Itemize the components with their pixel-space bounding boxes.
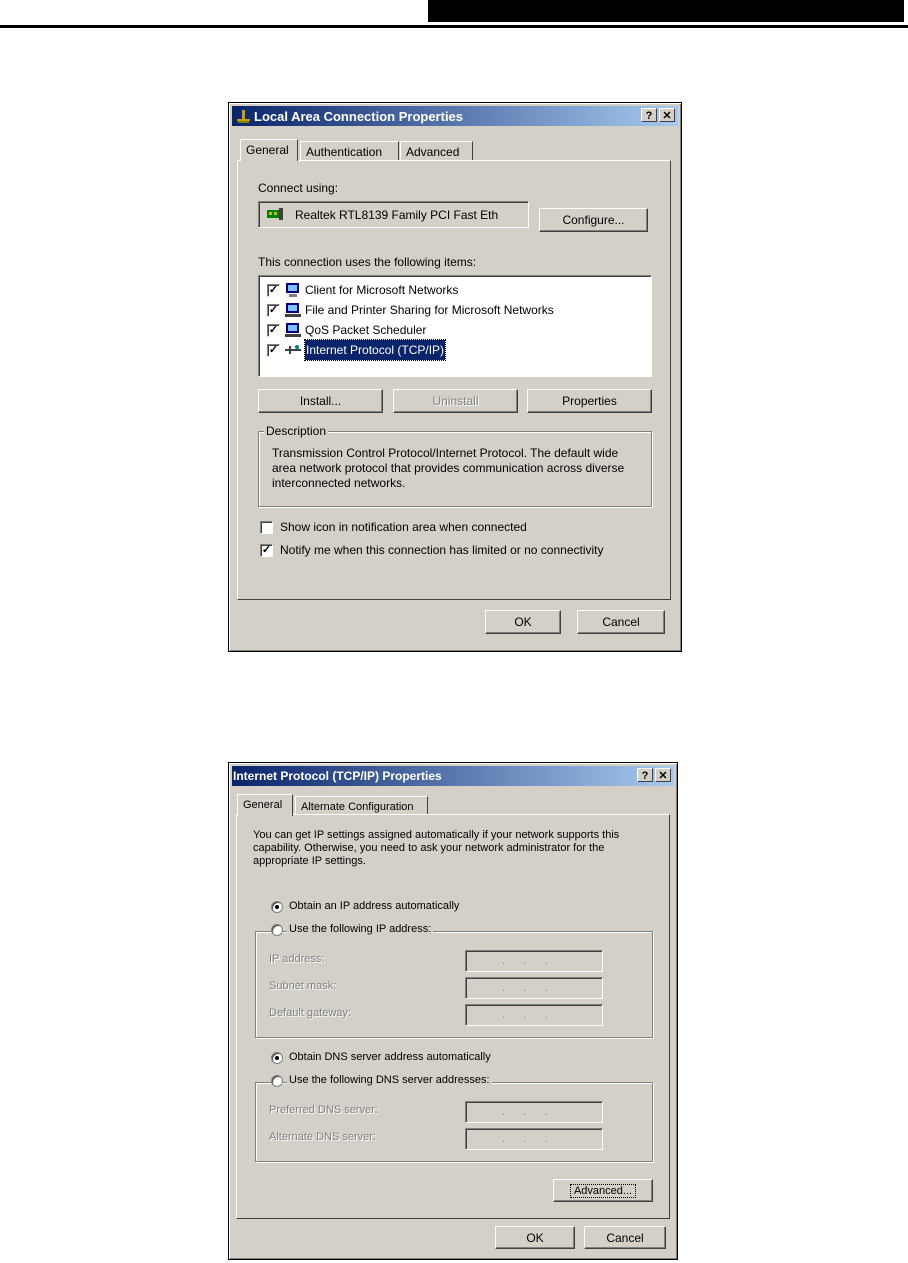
tab-advanced[interactable]: Advanced <box>400 141 473 161</box>
subnet-mask-field[interactable] <box>465 977 603 999</box>
adapter-name: Realtek RTL8139 Family PCI Fast Eth <box>295 208 499 222</box>
item-checkbox[interactable]: ✓ <box>268 344 279 356</box>
obtain-ip-label[interactable]: Obtain an IP address automatically <box>289 900 460 912</box>
ok-button[interactable] <box>495 1226 575 1249</box>
connect-using-label: Connect using: <box>258 181 339 195</box>
item-checkbox[interactable]: ✓ <box>268 304 279 316</box>
properties-button[interactable] <box>527 389 652 413</box>
advanced-button[interactable] <box>553 1179 653 1202</box>
use-dns-label[interactable]: Use the following DNS server addresses: <box>289 1074 490 1086</box>
tcpip-properties-dialog <box>228 762 678 1260</box>
default-gateway-label: Default gateway: <box>269 1007 351 1019</box>
uninstall-button[interactable] <box>393 389 518 413</box>
items-label: This connection uses the following items: <box>258 255 477 269</box>
tab-general[interactable]: General <box>237 794 293 816</box>
ip-address-field[interactable] <box>465 950 603 972</box>
qos-scheduler-icon <box>285 322 301 338</box>
obtain-dns-label[interactable]: Obtain DNS server address automatically <box>289 1051 491 1063</box>
description-text: Transmission Control Protocol/Internet Protocol. The default wide area network protocol that provides communication across diverse interconnected networks. <box>272 446 625 490</box>
properties-button-label: Properties <box>562 394 617 408</box>
title-bar[interactable] <box>232 106 678 126</box>
intro-text: You can get IP settings assigned automatically if your network supports this capability. Otherwise, you need to ask your network administrator for the appropriate IP settings. <box>253 829 620 867</box>
item-label: Internet Protocol (TCP/IP) <box>305 340 445 360</box>
ip-address-dots: . . . <box>502 955 548 967</box>
obtain-dns-radio[interactable] <box>271 1052 283 1064</box>
preferred-dns-field[interactable] <box>465 1101 603 1123</box>
items-list[interactable] <box>258 275 652 377</box>
item-label: File and Printer Sharing for Microsoft Networks <box>305 303 554 317</box>
cancel-button-label: Cancel <box>606 1231 644 1245</box>
alternate-dns-dots: . . . <box>502 1133 548 1145</box>
network-connection-icon <box>236 109 251 123</box>
alternate-dns-field[interactable] <box>465 1128 603 1150</box>
uninstall-button-label: Uninstall <box>432 394 479 408</box>
use-dns-radio[interactable] <box>271 1075 283 1087</box>
tab-general[interactable]: General <box>240 139 298 161</box>
ok-button-label: OK <box>514 615 532 629</box>
description-label: Description <box>266 424 327 438</box>
cancel-button-label: Cancel <box>602 615 640 629</box>
general-panel <box>236 814 670 1219</box>
adapter-field <box>258 201 529 228</box>
general-panel <box>237 160 671 600</box>
network-adapter-icon <box>267 208 285 220</box>
default-gateway-field[interactable] <box>465 1004 603 1026</box>
use-ip-label[interactable]: Use the following IP address: <box>289 923 432 935</box>
protocol-icon <box>285 342 301 358</box>
item-checkbox[interactable]: ✓ <box>268 324 279 336</box>
notify-label[interactable]: Notify me when this connection has limited or no connectivity <box>280 543 604 557</box>
item-label: Client for Microsoft Networks <box>305 283 459 297</box>
configure-button[interactable] <box>539 208 648 232</box>
help-button[interactable]: ? <box>641 108 657 122</box>
preferred-dns-dots: . . . <box>502 1106 548 1118</box>
subnet-mask-dots: . . . <box>502 982 548 994</box>
file-sharing-icon <box>285 302 301 318</box>
advanced-button-label: Advanced... <box>571 1185 635 1197</box>
help-button[interactable]: ? <box>637 768 653 782</box>
cancel-button[interactable] <box>577 610 665 634</box>
subnet-mask-label: Subnet mask: <box>269 980 337 992</box>
network-client-icon <box>285 282 301 298</box>
page-header-bar <box>428 0 904 22</box>
configure-button-label: Configure... <box>562 213 625 227</box>
show-icon-checkbox[interactable] <box>260 521 273 534</box>
show-icon-label[interactable]: Show icon in notification area when connected <box>280 520 527 534</box>
default-gateway-dots: . . . <box>502 1009 548 1021</box>
title-bar[interactable] <box>232 766 674 786</box>
ok-button-label: OK <box>526 1231 544 1245</box>
ok-button[interactable] <box>485 610 561 634</box>
use-ip-radio[interactable] <box>271 924 283 936</box>
install-button-label: Install... <box>299 394 342 408</box>
notify-checkbox[interactable]: ✓ <box>261 544 272 556</box>
ip-address-label: IP address: <box>269 953 325 965</box>
preferred-dns-label: Preferred DNS server: <box>269 1104 378 1116</box>
alternate-dns-label: Alternate DNS server: <box>269 1131 376 1143</box>
dialog-title: Local Area Connection Properties <box>254 109 464 124</box>
item-label: QoS Packet Scheduler <box>305 323 427 337</box>
close-button[interactable]: ✕ <box>655 768 671 782</box>
cancel-button[interactable] <box>584 1226 666 1249</box>
install-button[interactable] <box>258 389 383 413</box>
page-header-rule <box>0 25 908 28</box>
item-checkbox[interactable]: ✓ <box>268 284 279 296</box>
dialog-title: Internet Protocol (TCP/IP) Properties <box>233 769 442 783</box>
local-area-connection-dialog <box>228 102 682 652</box>
obtain-ip-radio[interactable] <box>271 901 283 913</box>
tab-authentication[interactable]: Authentication <box>300 141 399 161</box>
tab-alternate-configuration[interactable]: Alternate Configuration <box>295 796 428 816</box>
close-button[interactable]: ✕ <box>659 108 675 122</box>
